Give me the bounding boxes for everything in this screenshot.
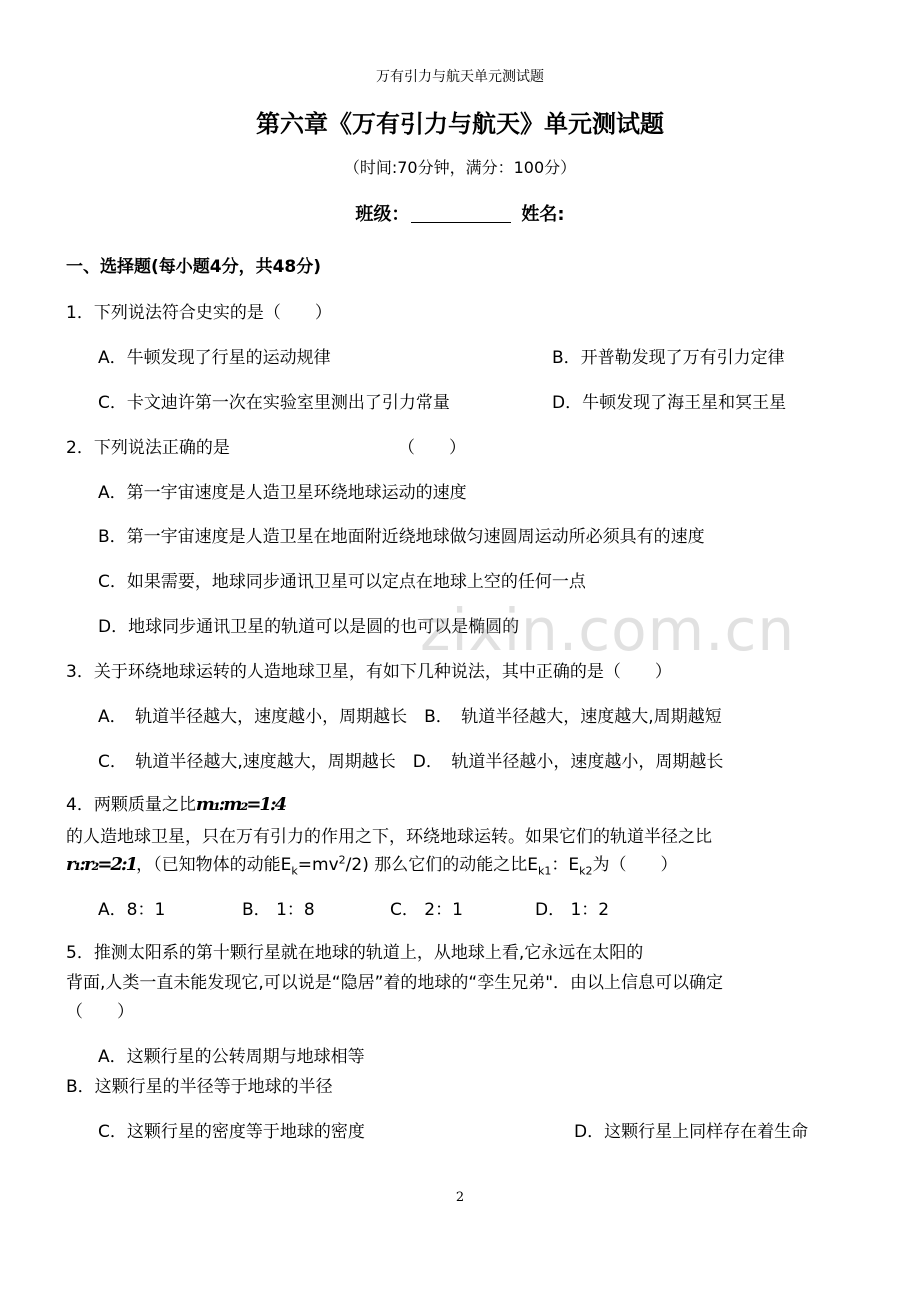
q4-text: ：E [551,855,580,875]
q4-text: /2) 那么它们的动能之比E [345,855,538,875]
name-label: 姓名: [521,204,565,225]
q1-option-c: C．卡文迪许第一次在实验室里测出了引力常量 [98,393,450,413]
q4-text: =mv [297,855,339,875]
watermark: zixin.com.cn [420,596,796,664]
class-blank [411,204,511,223]
q5-line3: （ ） [66,1002,134,1022]
q4-option-b: B． 1：8 [242,900,315,920]
q3-stem: 3．关于环绕地球运转的人造地球卫星，有如下几种说法，其中正确的是（ ） [66,662,672,682]
q4-sub: k1 [537,864,552,878]
q4-option-c: C． 2：1 [390,900,463,920]
page-title: 第六章《万有引力与航天》单元测试题 [256,110,664,138]
q4-radius-ratio: r₁:r₂=2:1 [66,854,137,875]
q2-option-d: D．地球同步通讯卫星的轨道可以是圆的也可以是椭圆的 [98,617,520,637]
q4-text: 为（ ） [592,855,678,875]
q1-option-d: D．牛顿发现了海王星和冥王星 [552,393,787,413]
q5-option-a: A．这颗行星的公转周期与地球相等 [98,1047,365,1067]
q5-option-c: C．这颗行星的密度等于地球的密度 [98,1122,365,1142]
q4-sub: k2 [579,864,593,878]
q4-text: ，（已知物体的动能E [136,855,292,875]
q3-options-cd: C． 轨道半径越大,速度越大，周期越长 D． 轨道半径越小，速度越小，周期越长 [98,752,724,772]
q2-option-a: A．第一宇宙速度是人造卫星环绕地球运动的速度 [98,483,467,503]
q2-stem: 2．下列说法正确的是 [66,438,230,458]
exam-time-score: （时间:70分钟，满分：100分） [343,158,577,177]
q4-sub: k [291,864,298,878]
q5-option-d: D．这颗行星上同样存在着生命 [574,1122,809,1142]
q2-option-b: B．第一宇宙速度是人造卫星在地面附近绕地球做匀速圆周运动所必须具有的速度 [98,527,705,547]
page-number: 2 [455,1190,465,1205]
class-name-line [0,200,920,226]
q1-option-b: B．开普勒发现了万有引力定律 [552,348,785,368]
q2-answer-paren: （ ） [398,438,466,458]
q5-line1: 5．推测太阳系的第十颗行星就在地球的轨道上，从地球上看,它永远在太阳的 [66,943,644,963]
q1-stem: 1．下列说法符合史实的是（ ） [66,303,332,323]
q5-option-b: B．这颗行星的半径等于地球的半径 [66,1077,333,1097]
q1-option-a: A．牛顿发现了行星的运动规律 [98,348,331,368]
q5-line2: 背面,人类一直未能发现它,可以说是“隐居”着的地球的“孪生兄弟"．由以上信息可以确定 [66,973,724,993]
q3-options-ab: A． 轨道半径越大，速度越小，周期越长 B． 轨道半径越大，速度越大,周期越短 [98,707,722,727]
section-title: 一、选择题(每小题4分，共48分) [66,257,322,277]
class-label: 班级： [355,204,410,225]
q4-stem [66,790,285,815]
q4-option-d: D． 1：2 [535,900,610,920]
q4-stem-prefix: 4．两颗质量之比 [66,795,196,815]
q4-line2: 的人造地球卫星，只在万有引力的作用之下，环绕地球运转。如果它们的轨道半径之比 [66,827,712,847]
q2-option-c: C．如果需要，地球同步通讯卫星可以定点在地球上空的任何一点 [98,572,586,592]
q4-option-a: A．8：1 [98,900,166,920]
q4-sup: 2 [338,853,346,867]
running-header: 万有引力与航天单元测试题 [376,69,544,85]
q4-line3 [66,850,677,877]
q4-mass-ratio: m₁:m₂=1:4 [195,794,286,815]
